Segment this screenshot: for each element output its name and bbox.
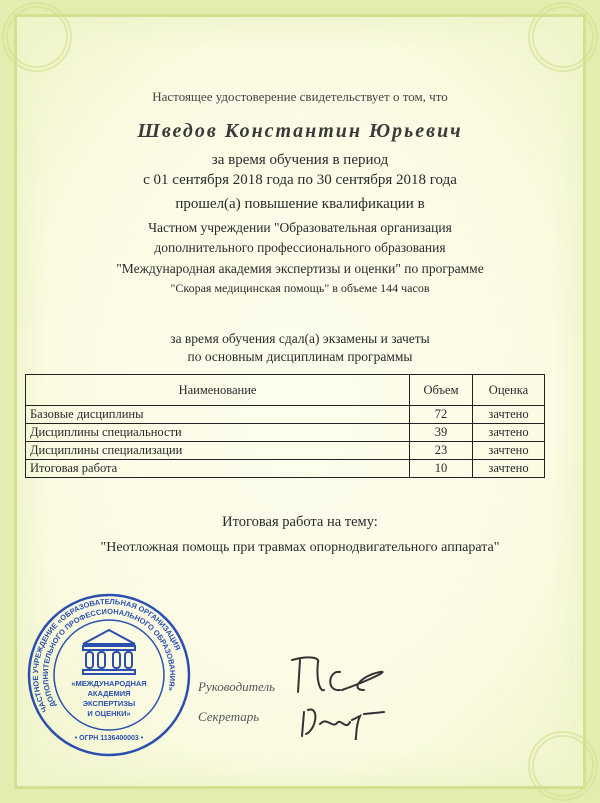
org-line: дополнительного профессионального образования: [154, 240, 446, 255]
program-text: "Скорая медицинская помощь" в объеме 144 часов: [170, 281, 430, 295]
svg-text:И ОЦЕНКИ»: И ОЦЕНКИ»: [87, 709, 131, 718]
cell-name: Базовые дисциплины: [26, 406, 410, 424]
svg-text:• ОГРН 1136400003 •: • ОГРН 1136400003 •: [74, 735, 144, 742]
recipient-name: Шведов Константин Юрьевич: [137, 120, 463, 142]
table-row: [26, 460, 545, 478]
building-icon: [83, 630, 135, 674]
svg-text:ДОПОЛНИТЕЛЬНОГО ПРОФЕССИОНАЛЬН: ДОПОЛНИТЕЛЬНОГО ПРОФЕССИОНАЛЬНОГО ОБРАЗОВАНИЯ»: [40, 606, 178, 709]
period-label: за время обучения в период: [211, 152, 389, 168]
final-work-label: Итоговая работа на тему:: [222, 514, 378, 530]
org-line: "Международная академия экспертизы и оценки" по программе: [116, 261, 484, 276]
exams-text: по основным дисциплинам программы: [187, 349, 413, 364]
intro-text: Настоящее удостоверение свидетельствует о том, что: [152, 89, 448, 104]
cell-volume: 10: [410, 460, 473, 478]
corner-ornament: [2, 2, 72, 72]
header-volume: Объем: [410, 375, 473, 406]
period-dates: с 01 сентября 2018 года по 30 сентября 2018 года: [143, 172, 457, 188]
cell-grade: зачтено: [473, 406, 545, 424]
signature-image: [280, 650, 400, 740]
cell-grade: зачтено: [473, 442, 545, 460]
completed-text: прошел(а) повышение квалификации в: [175, 196, 425, 212]
cell-name: Итоговая работа: [26, 460, 410, 478]
table-row: [26, 424, 545, 442]
org-line: Частном учреждении "Образовательная организация: [148, 220, 452, 235]
table-header: [26, 375, 545, 406]
final-work-topic: "Неотложная помощь при травмах опорнодвигательного аппарата": [100, 540, 500, 555]
corner-ornament: [528, 731, 598, 801]
header-grade: Оценка: [473, 375, 545, 406]
disciplines-table: [25, 374, 545, 478]
cell-volume: 72: [410, 406, 473, 424]
svg-text:ЭКСПЕРТИЗЫ: ЭКСПЕРТИЗЫ: [82, 699, 136, 708]
header-name: Наименование: [26, 375, 410, 406]
cell-grade: зачтено: [473, 424, 545, 442]
secretary-label: Секретарь: [198, 709, 260, 724]
svg-text:ЧАСТНОЕ УЧРЕЖДЕНИЕ «ОБРАЗОВАТЕ: ЧАСТНОЕ УЧРЕЖДЕНИЕ «ОБРАЗОВАТЕЛЬНАЯ ОРГАНИЗАЦИЯ: [30, 596, 183, 714]
cell-volume: 39: [410, 424, 473, 442]
organization-seal: [26, 592, 192, 758]
cell-grade: зачтено: [473, 460, 545, 478]
svg-text:«МЕЖДУНАРОДНАЯ: «МЕЖДУНАРОДНАЯ: [71, 679, 147, 688]
cell-volume: 23: [410, 442, 473, 460]
table-row: [26, 406, 545, 424]
table-row: [26, 442, 545, 460]
svg-text:АКАДЕМИЯ: АКАДЕМИЯ: [87, 689, 131, 698]
corner-ornament: [528, 2, 598, 72]
head-label: Руководитель: [198, 679, 276, 694]
cell-name: Дисциплины специальности: [26, 424, 410, 442]
exams-text: за время обучения сдал(а) экзамены и зачеты: [170, 331, 430, 346]
cell-name: Дисциплины специализации: [26, 442, 410, 460]
